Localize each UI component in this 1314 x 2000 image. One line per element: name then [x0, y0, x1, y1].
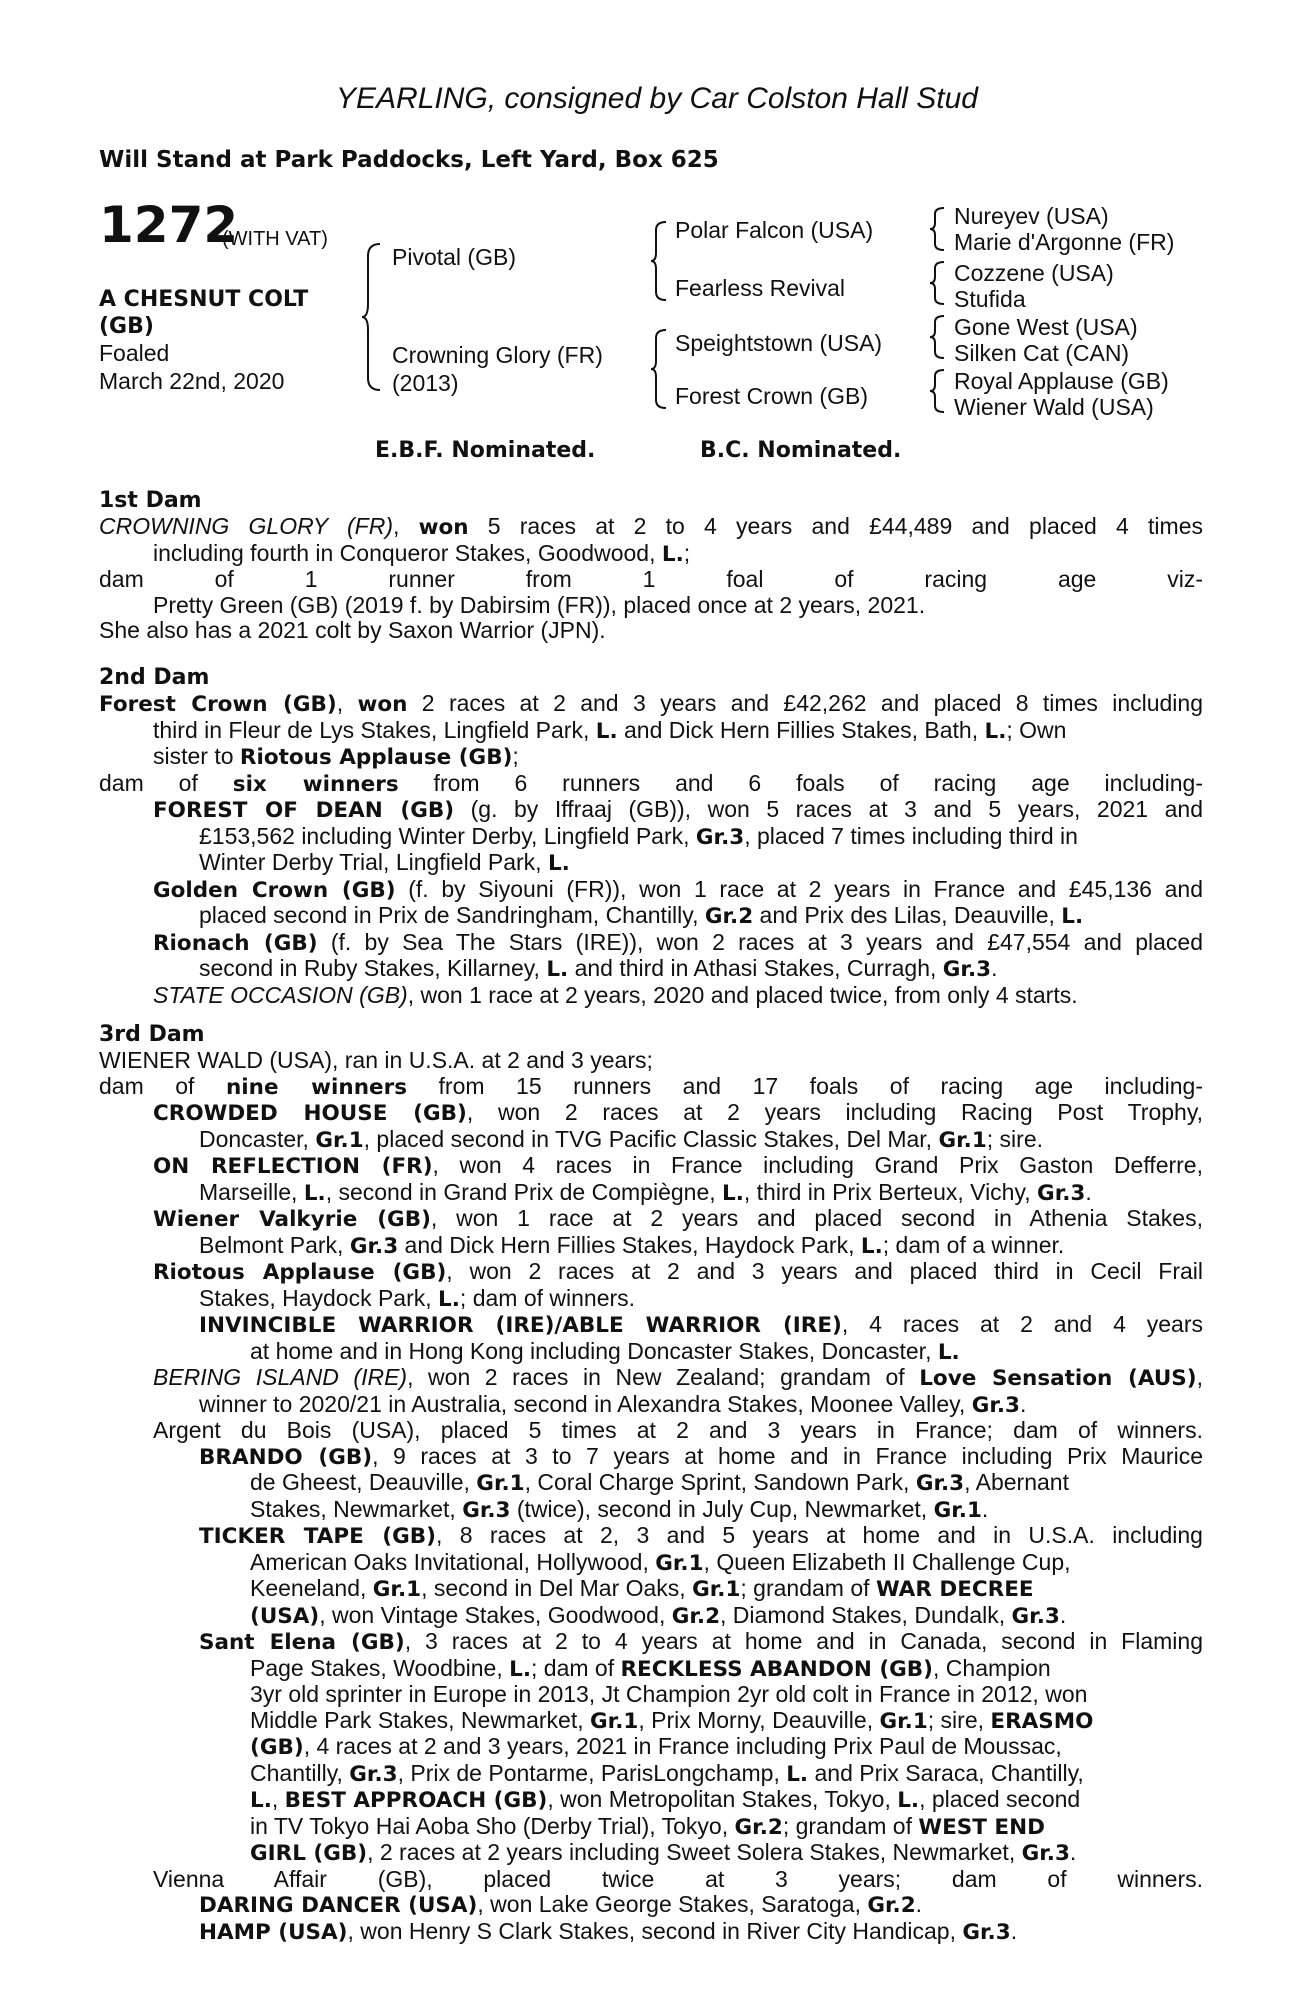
text: second in Ruby Stakes, Killarney, — [199, 955, 547, 981]
third-dam-title: 3rd Dam — [99, 1022, 205, 1047]
italic-text: STATE OCCASION (GB) — [153, 981, 408, 1008]
text-line — [99, 1392, 1203, 1419]
text: Vienna Affair (GB), placed twice at 3 years; dam of winners. — [153, 1865, 1203, 1892]
text: including fourth in Conqueror Stakes, Goodwood, — [153, 539, 662, 566]
text-line — [99, 1418, 1203, 1444]
lot-description-line1: A CHESNUT COLT — [99, 287, 309, 312]
text: , Queen Elizabeth II Challenge Cup, — [703, 1548, 1071, 1575]
text: . — [1010, 1917, 1018, 1944]
text-line — [99, 1074, 1203, 1101]
bold-text: Gr.1 — [315, 1127, 364, 1153]
text-line — [99, 1550, 1203, 1577]
text-line — [99, 903, 1203, 930]
bold-text: Rionach (GB) — [153, 930, 318, 956]
text-line — [99, 1867, 1203, 1893]
text: placed second in Prix de Sandringham, Chantilly, — [199, 902, 705, 928]
bold-text: BEST APPROACH (GB) — [284, 1788, 548, 1813]
bold-text: won — [357, 692, 408, 717]
bold-text: L. — [595, 718, 618, 744]
bold-text: L. — [860, 1233, 883, 1259]
text: ; Own — [1006, 716, 1067, 743]
text: Belmont Park, — [199, 1231, 350, 1258]
bold-text: Gr.1 — [933, 1497, 982, 1523]
pedigree-brace-dam — [651, 328, 669, 410]
text: , 9 races at 3 to 7 years at home and in France including Prix Maurice — [372, 1442, 1203, 1469]
bold-text: nine winners — [225, 1074, 407, 1100]
bold-text: Gr.3 — [942, 957, 992, 982]
bold-text: six winners — [232, 771, 399, 797]
pedigree-ggp: Stufida — [954, 286, 1026, 312]
text: American Oaks Invitational, Hollywood, — [250, 1548, 656, 1575]
stand-location: Will Stand at Park Paddocks, Left Yard, Box 625 — [99, 147, 719, 173]
text-line — [99, 514, 1203, 541]
pedigree-sire-dam: Fearless Revival — [675, 275, 845, 301]
bold-text: L. — [546, 957, 569, 982]
second-dam-title: 2nd Dam — [99, 665, 210, 690]
bold-text: Gr.3 — [349, 1761, 398, 1787]
bold-text: Golden Crown (GB) — [153, 877, 396, 903]
text: , placed 7 times including third in — [744, 822, 1078, 849]
text: Keeneland, — [250, 1575, 373, 1601]
bold-text: Gr.1 — [879, 1708, 928, 1734]
text-line — [99, 567, 1203, 593]
text: , 3 races at 2 to 4 years at home and in Canada, second in Flaming — [404, 1628, 1203, 1654]
bold-text: L. — [509, 1656, 532, 1682]
foaled-label: Foaled — [99, 340, 170, 366]
bold-text: (GB) — [250, 1735, 304, 1760]
bold-text: L. — [1061, 904, 1084, 929]
bold-text: L. — [661, 541, 684, 567]
ebf-nomination: E.B.F. Nominated. — [375, 438, 596, 463]
bold-text: Gr.3 — [1021, 1841, 1070, 1866]
text: , won Metropolitan Stakes, Tokyo, — [547, 1786, 898, 1812]
text-line — [99, 1259, 1203, 1286]
text-line — [99, 1127, 1203, 1154]
text-line — [99, 1708, 1203, 1735]
bold-text: Love Sensation (AUS) — [919, 1366, 1197, 1391]
pedigree-dam-line1: Crowning Glory (FR) — [392, 342, 603, 368]
text: winner to 2020/21 in Australia, second in Alexandra Stakes, Moonee Valley, — [199, 1390, 972, 1417]
bold-text: won — [418, 515, 469, 540]
text: , placed second in TVG Pacific Classic Stakes, Del Mar, — [363, 1125, 939, 1152]
text: , third in Prix Berteux, Vichy, — [743, 1178, 1038, 1205]
pedigree-brace-main — [362, 242, 384, 392]
text: (g. by Iffraaj (GB)), won 5 races at 3 and 5 years, 2021 and — [454, 796, 1203, 822]
text-line — [99, 1682, 1203, 1708]
text: , won Vintage Stakes, Goodwood, — [319, 1601, 672, 1628]
pedigree-ggp: Silken Cat (CAN) — [954, 340, 1130, 366]
page-header: YEARLING, consigned by Car Colston Hall Stud — [336, 82, 978, 115]
text: , Champion — [933, 1654, 1051, 1681]
text: , 2 races at 2 years including Sweet Solera Stakes, Newmarket, — [367, 1839, 1022, 1865]
bold-text: Gr.3 — [915, 1471, 965, 1496]
text: , won Lake George Stakes, Saratoga, — [477, 1891, 868, 1917]
text-line — [99, 956, 1203, 983]
bold-text: L. — [786, 1761, 809, 1787]
pedigree-brace-gg4 — [930, 368, 946, 414]
text: (f. by Sea The Stars (IRE)), won 2 races at 3 years and £47,554 and placed — [317, 928, 1203, 955]
bold-text: Gr.2 — [704, 904, 754, 929]
pedigree-ggp: Wiener Wald (USA) — [954, 394, 1154, 420]
third-dam-body — [99, 1048, 1203, 1945]
bold-text: WEST END — [918, 1814, 1045, 1840]
bold-text: L. — [547, 851, 570, 876]
text-line — [99, 1153, 1203, 1180]
bold-text: Gr.1 — [692, 1577, 741, 1602]
text-line — [99, 1286, 1203, 1313]
text-line — [99, 850, 1203, 877]
bold-text: TICKER TAPE (GB) — [199, 1524, 436, 1549]
pedigree-ggp: Cozzene (USA) — [954, 260, 1114, 286]
text-line — [99, 824, 1203, 851]
pedigree-brace-gg2 — [930, 260, 946, 306]
bold-text: WAR DECREE — [875, 1577, 1034, 1602]
text-line — [99, 1444, 1203, 1471]
text: sister to — [153, 743, 240, 769]
bold-text: Gr.2 — [867, 1893, 916, 1918]
bold-text: L. — [303, 1180, 326, 1206]
first-dam-title: 1st Dam — [99, 488, 202, 513]
pedigree-dam-sire: Speightstown (USA) — [675, 330, 883, 356]
first-dam-body — [99, 514, 1203, 644]
text: Middle Park Stakes, Newmarket, — [250, 1706, 591, 1733]
text-line — [99, 1339, 1203, 1366]
text: , Prix Morny, Deauville, — [638, 1706, 880, 1733]
text: , Prix de Pontarme, ParisLongchamp, — [397, 1759, 787, 1786]
text: ; dam of a winner. — [882, 1231, 1065, 1258]
text: Winter Derby Trial, Lingfield Park, — [199, 849, 548, 875]
bold-text: Gr.1 — [938, 1127, 987, 1153]
bold-text: Gr.2 — [734, 1814, 783, 1840]
text-line — [99, 1734, 1203, 1761]
second-dam-body — [99, 691, 1203, 1008]
text-line — [99, 593, 1203, 619]
text: Chantilly, — [250, 1759, 350, 1786]
bold-text: Wiener Valkyrie (GB) — [153, 1207, 431, 1232]
text: , won Henry S Clark Stakes, second in River City Handicap, — [347, 1917, 963, 1944]
pedigree-dam-dam: Forest Crown (GB) — [675, 383, 868, 409]
text-line — [99, 1629, 1203, 1656]
text: 2 races at 2 and 3 years and £42,262 and placed 8 times including — [407, 690, 1203, 716]
text: , won 1 race at 2 years, 2020 and placed twice, from only 4 starts. — [407, 981, 1078, 1008]
bold-text: (USA) — [250, 1603, 320, 1629]
pedigree-brace-sire — [651, 220, 669, 302]
text: ; grandam of — [740, 1575, 876, 1601]
text: and Prix Saraca, Chantilly, — [808, 1759, 1084, 1786]
bold-text: CROWDED HOUSE (GB) — [153, 1101, 467, 1126]
bold-text: L. — [984, 718, 1007, 744]
text-line — [99, 771, 1203, 798]
text-line — [99, 541, 1203, 568]
text: Marseille, — [199, 1178, 304, 1205]
bold-text: BRANDO (GB) — [199, 1444, 373, 1470]
text: , won 2 races in New Zealand; grandam of — [407, 1364, 920, 1390]
bold-text: Gr.1 — [655, 1550, 704, 1576]
text: and Dick Hern Fillies Stakes, Bath, — [617, 716, 985, 743]
pedigree-ggp: Gone West (USA) — [954, 314, 1138, 340]
bold-text: GIRL (GB) — [250, 1841, 368, 1866]
text: dam of — [99, 1072, 226, 1099]
first-dam-section — [99, 488, 1203, 644]
text: ; — [683, 539, 691, 566]
bold-text: Riotous Applause (GB) — [153, 1260, 447, 1285]
second-dam-section — [99, 665, 1203, 1008]
text: WIENER WALD (USA), ran in U.S.A. at 2 and 3 years; — [99, 1047, 653, 1073]
lot-description — [99, 286, 308, 340]
bold-text: Sant Elena (GB) — [199, 1630, 405, 1655]
text: Page Stakes, Woodbine, — [250, 1654, 510, 1681]
text-line — [99, 691, 1203, 718]
text: third in Fleur de Lys Stakes, Lingfield Park, — [153, 716, 596, 743]
text: , won 2 races at 2 and 3 years and placed third in Cecil Frail — [446, 1258, 1203, 1284]
foaled-date: March 22nd, 2020 — [99, 368, 285, 394]
pedigree-ggp: Marie d'Argonne (FR) — [954, 229, 1175, 255]
text: in TV Tokyo Hai Aoba Sho (Derby Trial), Tokyo, — [250, 1812, 735, 1839]
text-line — [99, 797, 1203, 824]
text-line — [99, 1892, 1203, 1919]
text: ; grandam of — [782, 1812, 919, 1839]
text: , second in Grand Prix de Compiègne, — [325, 1178, 723, 1205]
bold-text: L. — [937, 1339, 960, 1365]
text: ; dam of — [531, 1654, 621, 1681]
text-line — [99, 618, 1203, 644]
italic-text: BERING ISLAND (IRE) — [153, 1364, 408, 1390]
text: . — [981, 1495, 989, 1522]
text-line — [99, 1840, 1203, 1867]
text: and Prix des Lilas, Deauville, — [753, 902, 1062, 928]
text: , placed second — [919, 1786, 1081, 1812]
bold-text: Gr.3 — [349, 1233, 399, 1259]
bold-text: Gr.3 — [462, 1497, 511, 1523]
text-line — [99, 1100, 1203, 1127]
text-line — [99, 930, 1203, 957]
text-line — [99, 983, 1203, 1009]
text: , — [392, 513, 419, 539]
text: , 8 races at 2, 3 and 5 years at home and in U.S.A. including — [435, 1522, 1203, 1548]
text: , won 4 races in France including Grand Prix Gaston Defferre, — [432, 1152, 1203, 1178]
text-line — [99, 1365, 1203, 1392]
text: . — [1020, 1390, 1027, 1417]
text-line — [99, 1233, 1203, 1260]
text: , Coral Charge Sprint, Sandown Park, — [524, 1469, 916, 1495]
bc-nomination: B.C. Nominated. — [700, 438, 902, 463]
text: and third in Athasi Stakes, Curragh, — [568, 955, 943, 981]
text: , Abernant — [964, 1469, 1069, 1495]
lot-description-line2: (GB) — [99, 314, 154, 339]
text: , won 2 races at 2 years including Racing Post Trophy, — [466, 1099, 1204, 1125]
bold-text: L. — [897, 1788, 920, 1813]
text: , — [271, 1786, 285, 1812]
text: from 15 runners and 17 foals of racing age including- — [407, 1072, 1204, 1099]
text: ; dam of winners. — [459, 1284, 636, 1311]
pedigree-brace-gg1 — [930, 206, 946, 252]
text-line — [99, 1603, 1203, 1630]
text: Stakes, Haydock Park, — [199, 1284, 439, 1311]
italic-text: CROWNING GLORY (FR) — [99, 513, 393, 539]
text-line — [99, 1919, 1203, 1946]
text: She also has a 2021 colt by Saxon Warrior (JPN). — [99, 617, 606, 643]
pedigree-dam-line2: (2013) — [392, 370, 459, 396]
bold-text: L. — [250, 1788, 272, 1813]
bold-text: RECKLESS ABANDON (GB) — [620, 1656, 934, 1682]
bold-text: Gr.3 — [1037, 1180, 1086, 1206]
foaled-info — [99, 339, 284, 395]
text: at home and in Hong Kong including Doncaster Stakes, Doncaster, — [250, 1337, 938, 1364]
text: . — [1069, 1839, 1077, 1865]
text: (f. by Siyouni (FR)), won 1 race at 2 years in France and £45,136 and — [395, 875, 1204, 902]
text: de Gheest, Deauville, — [250, 1469, 477, 1495]
text: Stakes, Newmarket, — [250, 1495, 463, 1522]
pedigree-ggp: Royal Applause (GB) — [954, 368, 1169, 394]
bold-text: L. — [438, 1286, 460, 1312]
bold-text: Gr.3 — [695, 824, 745, 850]
text: , — [336, 690, 358, 716]
text-line — [99, 1576, 1203, 1603]
text-line — [99, 1523, 1203, 1550]
bold-text: DARING DANCER (USA) — [199, 1893, 478, 1918]
text-line — [99, 1656, 1203, 1683]
text: , 4 races at 2 and 4 years — [841, 1311, 1203, 1337]
text-line — [99, 877, 1203, 904]
text: Argent du Bois (USA), placed 5 times at 2 and 3 years in France; dam of winners. — [153, 1417, 1203, 1443]
text: 3yr old sprinter in Europe in 2013, Jt Champion 2yr old colt in France in 2012, won — [250, 1681, 1088, 1707]
bold-text: Gr.1 — [372, 1577, 422, 1602]
text: , won 1 race at 2 years and placed second in Athenia Stakes, — [430, 1205, 1203, 1231]
bold-text: Forest Crown (GB) — [99, 692, 337, 717]
bold-text: Gr.3 — [971, 1392, 1020, 1418]
bold-text: Gr.2 — [671, 1603, 721, 1629]
text: from 6 runners and 6 foals of racing age including- — [398, 769, 1203, 796]
text: ; — [512, 743, 519, 769]
bold-text: L. — [722, 1180, 744, 1206]
bold-text: FOREST OF DEAN (GB) — [153, 798, 455, 823]
text-line — [99, 1787, 1203, 1814]
text-line — [99, 1048, 1203, 1074]
bold-text: Riotous Applause (GB) — [239, 745, 513, 770]
bold-text: Gr.1 — [590, 1708, 639, 1734]
text-line — [99, 744, 1203, 771]
text: dam of 1 runner from 1 foal of racing age viz- — [99, 566, 1203, 592]
text: ; sire. — [986, 1125, 1044, 1152]
text-line — [99, 1814, 1203, 1841]
text-line — [99, 1206, 1203, 1233]
text: . — [1059, 1601, 1067, 1628]
pedigree-ggp: Nureyev (USA) — [954, 203, 1109, 229]
text: 5 races at 2 to 4 years and £44,489 and placed 4 times — [468, 513, 1203, 539]
bold-text: HAMP (USA) — [199, 1919, 348, 1945]
text: (twice), second in July Cup, Newmarket, — [510, 1495, 934, 1522]
text: dam of — [99, 769, 233, 796]
text: Doncaster, — [199, 1125, 316, 1152]
bold-text: Gr.3 — [1011, 1603, 1060, 1629]
text: , Diamond Stakes, Dundalk, — [720, 1601, 1012, 1628]
lot-number: 1272 — [99, 196, 239, 254]
bold-text: Gr.1 — [476, 1471, 525, 1496]
text-line — [99, 1761, 1203, 1788]
text: , 4 races at 2 and 3 years, 2021 in France including Prix Paul de Moussac, — [303, 1733, 1062, 1759]
text-line — [99, 1312, 1203, 1339]
text: . — [991, 955, 998, 981]
text: £153,562 including Winter Derby, Lingfield Park, — [199, 822, 696, 849]
text: , second in Del Mar Oaks, — [421, 1575, 693, 1601]
pedigree-sire-sire: Polar Falcon (USA) — [675, 217, 874, 243]
text: . — [915, 1891, 923, 1917]
text-line — [99, 718, 1203, 745]
pedigree-brace-gg3 — [930, 314, 946, 360]
text: and Dick Hern Fillies Stakes, Haydock Park, — [398, 1231, 861, 1258]
third-dam-section — [99, 1022, 1203, 1945]
bold-text: Gr.3 — [962, 1919, 1011, 1945]
text-line — [99, 1180, 1203, 1207]
text-line — [99, 1497, 1203, 1524]
text-line — [99, 1470, 1203, 1497]
text: ; sire, — [927, 1706, 991, 1733]
bold-text: INVINCIBLE WARRIOR (IRE)/ABLE WARRIOR (IRE) — [199, 1313, 842, 1338]
text: . — [1085, 1178, 1092, 1205]
vat-label: (WITH VAT) — [222, 228, 328, 250]
text: , — [1196, 1364, 1203, 1390]
text: Pretty Green (GB) (2019 f. by Dabirsim (FR)), placed once at 2 years, 2021. — [153, 591, 926, 618]
bold-text: ERASMO — [990, 1708, 1094, 1734]
pedigree-sire: Pivotal (GB) — [392, 244, 516, 270]
bold-text: ON REFLECTION (FR) — [153, 1154, 433, 1179]
